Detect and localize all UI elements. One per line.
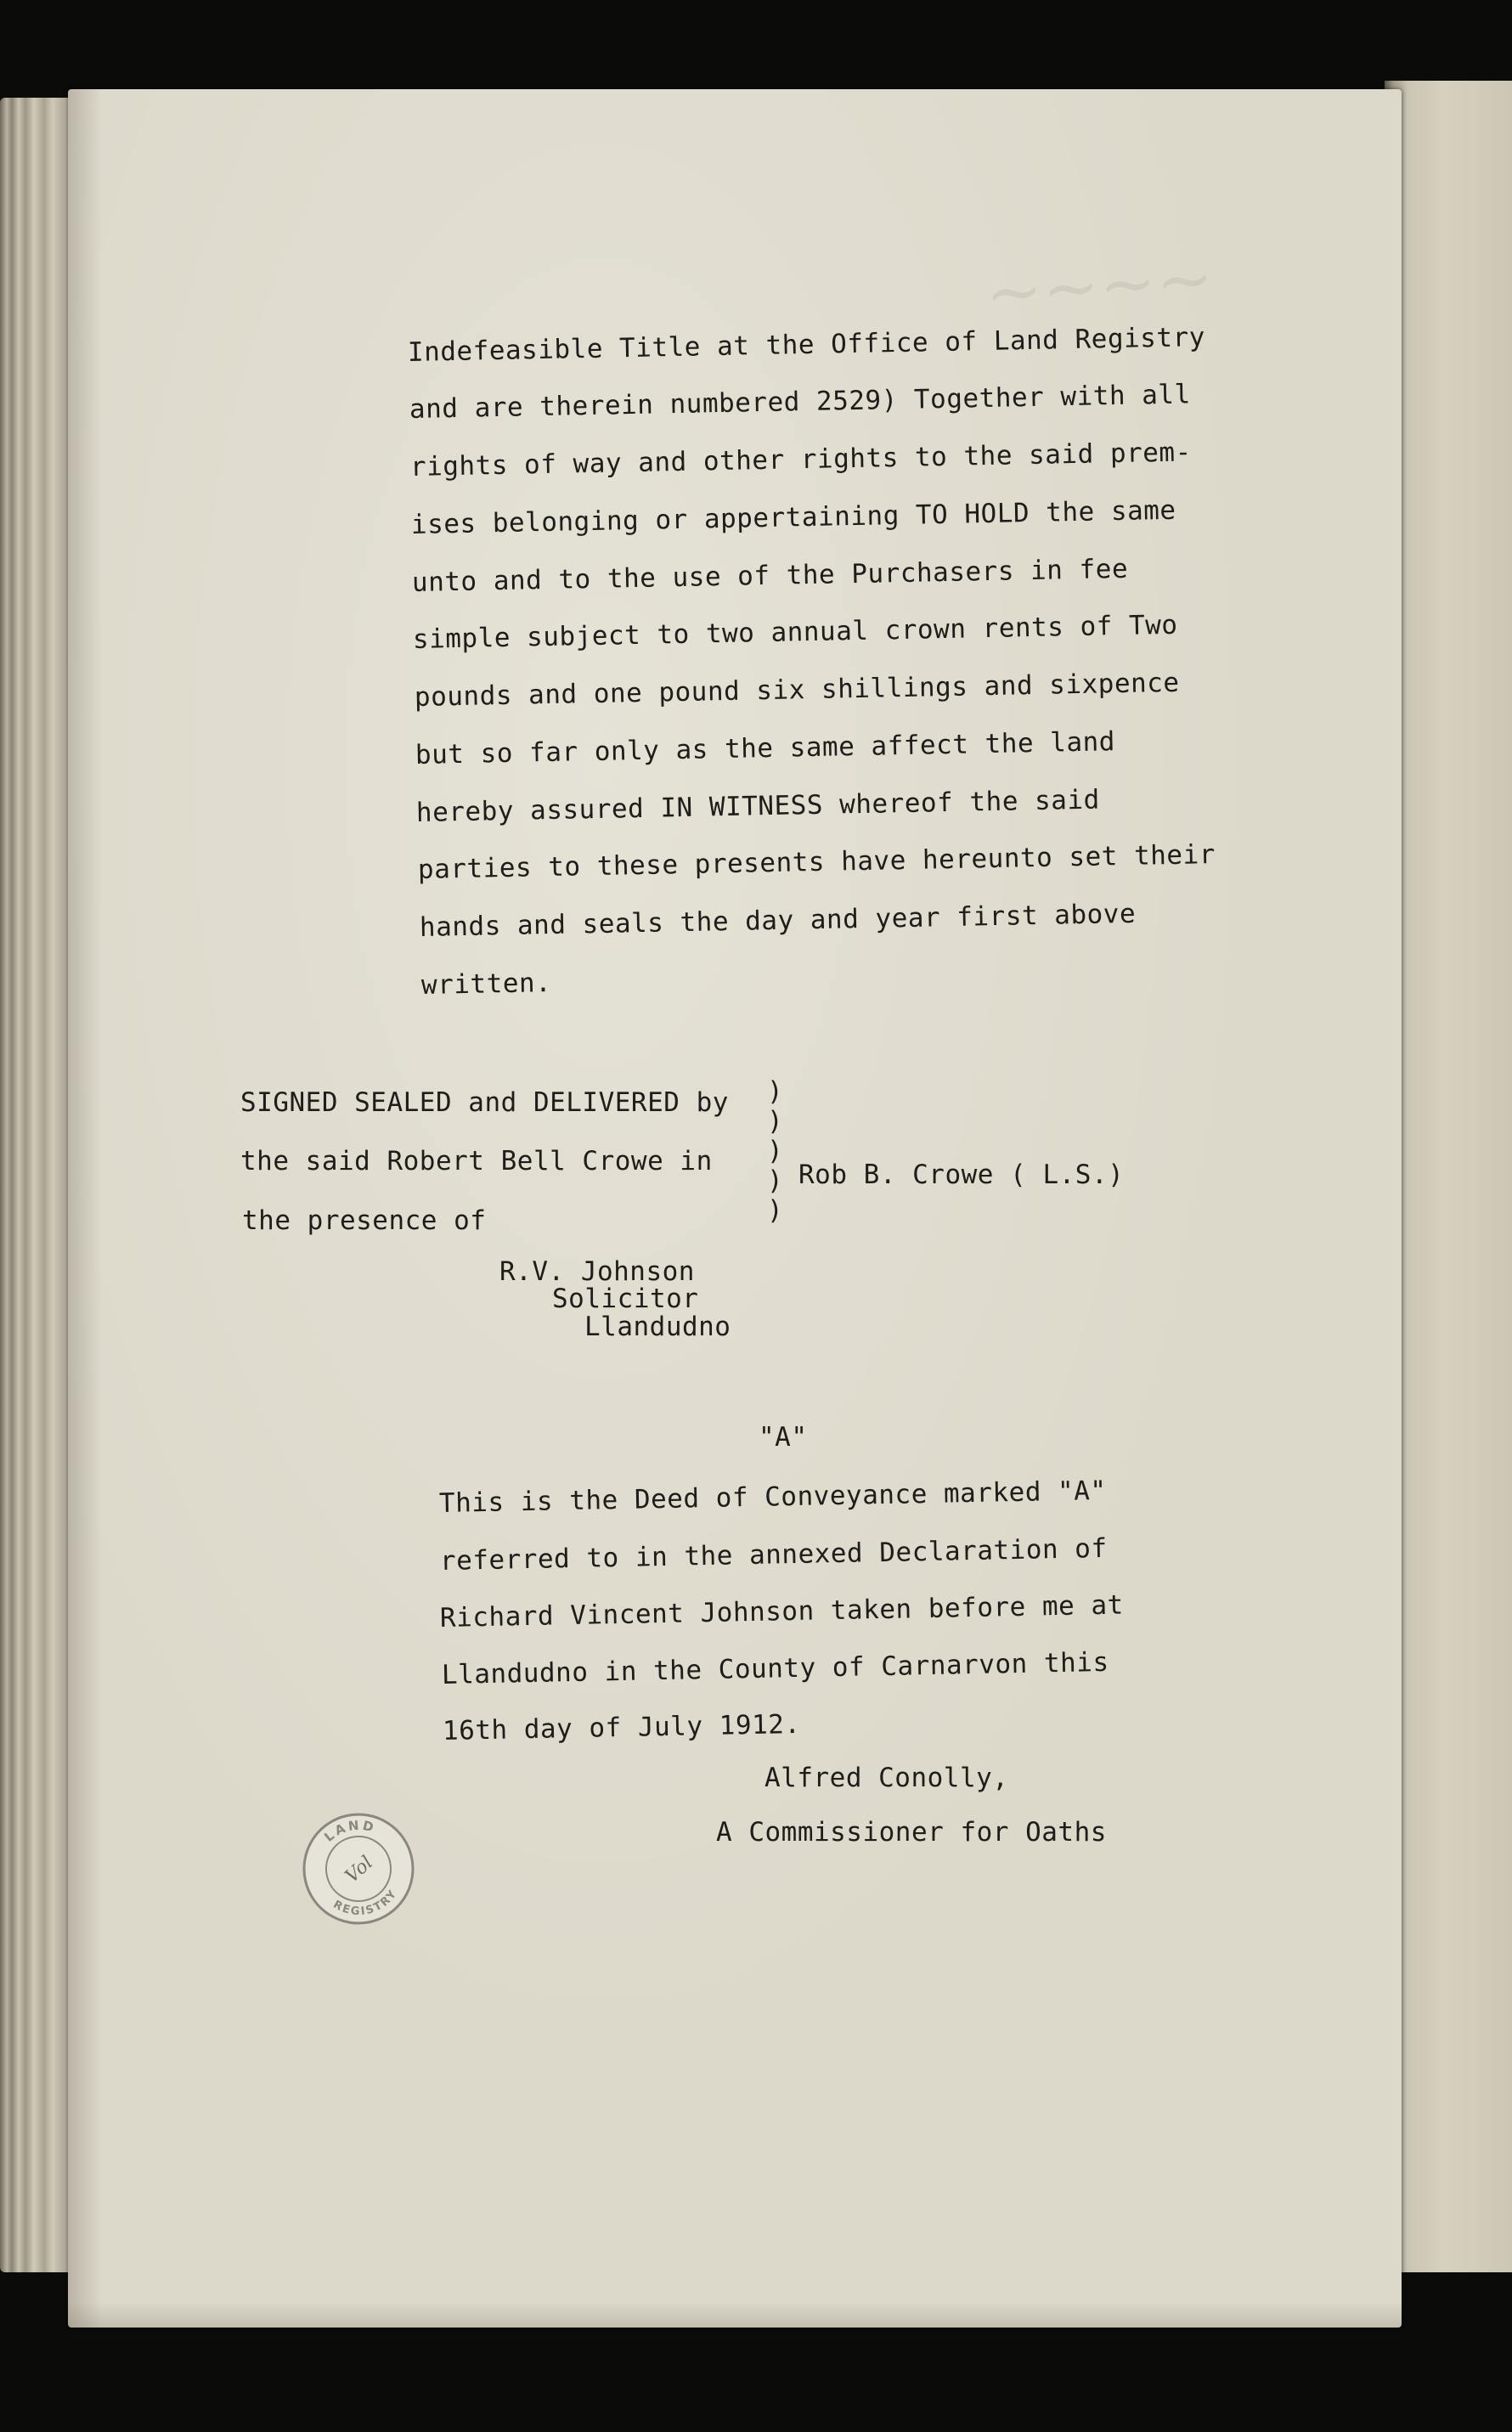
body-line-8: but so far only as the same affect the land — [415, 726, 1116, 770]
brace-mark: ) — [767, 1076, 784, 1107]
exhibit-line-4: Llandudno in the County of Carnarvon this — [441, 1646, 1109, 1690]
witness-name: R.V. Johnson — [499, 1256, 695, 1287]
body-line-3: rights of way and other rights to the said prem- — [409, 437, 1193, 482]
body-line-6: simple subject to two annual crown rents of Two — [412, 609, 1178, 655]
body-line-5: unto and to the use of the Purchasers in fee — [411, 553, 1129, 598]
land-registry-stamp — [288, 1798, 429, 1939]
witness-occupation: Solicitor — [552, 1284, 699, 1314]
witness-address: Llandudno — [584, 1312, 731, 1342]
body-line-12: written. — [420, 968, 552, 1001]
body-line-7: pounds and one pound six shillings and sixpence — [414, 667, 1180, 713]
commissioner-name: Alfred Conolly, — [764, 1763, 1009, 1793]
body-line-2: and are therein numbered 2529) Together with all — [409, 379, 1192, 425]
exhibit-line-1: This is the Deed of Conveyance marked "A" — [438, 1475, 1107, 1519]
exhibit-line-2: referred to in the annexed Declaration of — [439, 1532, 1108, 1577]
stamp-graphic — [288, 1798, 429, 1939]
brace-mark: ) — [767, 1136, 784, 1166]
body-line-9: hereby assured IN WITNESS whereof the said — [415, 784, 1101, 828]
body-line-11: hands and seals the day and year first above — [419, 898, 1137, 943]
body-line-1: Indefeasible Title at the Office of Land Registry — [407, 321, 1206, 368]
body-line-10: parties to these presents have hereunto set their — [417, 838, 1216, 885]
attestation-line-2: the said Robert Bell Crowe in — [240, 1146, 713, 1177]
exhibit-mark: "A" — [759, 1422, 808, 1453]
stamp-bottom-text: REGISTRY — [330, 1887, 401, 1919]
grantor-signature: Rob B. Crowe ( L.S.) — [798, 1160, 1125, 1190]
exhibit-line-5: 16th day of July 1912. — [442, 1708, 801, 1746]
stamp-center-initials: Vol — [341, 1852, 378, 1887]
attestation-line-3: the presence of — [242, 1205, 487, 1236]
bleed-through-heading: ~~~~ — [983, 238, 1216, 334]
facing-page-edge — [1385, 81, 1512, 2272]
commissioner-title: A Commissioner for Oaths — [716, 1817, 1107, 1848]
brace-mark: ) — [767, 1106, 784, 1137]
brace-mark: ) — [767, 1195, 784, 1226]
brace-mark: ) — [767, 1165, 784, 1196]
book-page-stack — [0, 98, 76, 2272]
body-line-4: ises belonging or appertaining TO HOLD the same — [410, 494, 1176, 540]
exhibit-line-3: Richard Vincent Johnson taken before me at — [439, 1589, 1125, 1634]
stamp-top-text: LAND — [321, 1817, 378, 1845]
attestation-line-1: SIGNED SEALED and DELIVERED by — [240, 1087, 729, 1118]
